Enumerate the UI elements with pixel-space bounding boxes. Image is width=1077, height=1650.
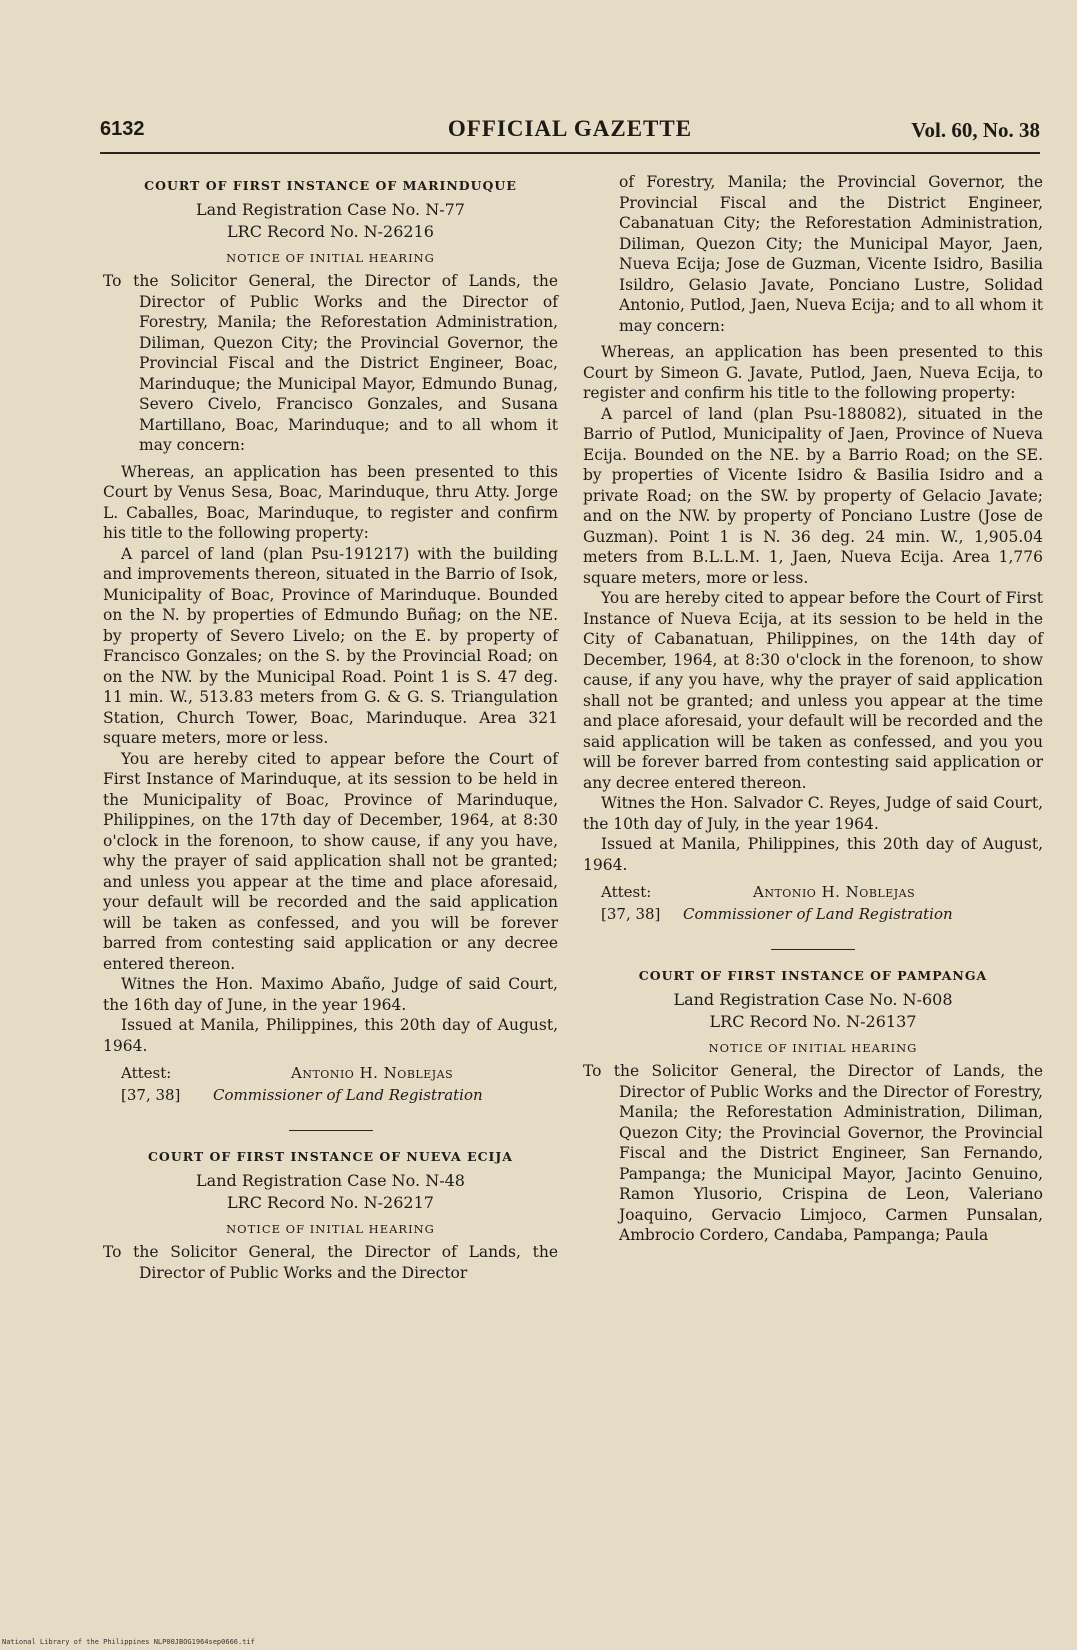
- court-heading: COURT OF FIRST INSTANCE OF NUEVA ECIJA: [147, 1149, 514, 1164]
- paragraph: A parcel of land (plan Psu-188082), situated in the Barrio of Putlod, Municipality of Jaen, Province of Nueva Ecija. Bounded on the NE. by a Barrio Road; on the SE. by properties of Vicente Isidro & Basilia Isidro and a private Road; on the SW. by property of Gelacio Javate; and on the NW. by property of Ponciano Lustre (Jose de Guzman). Point 1 is N. 36 deg. 24 min. W., 1,905.04 meters from B.L.L.M. 1, Jaen, Nueva Ecija. Area 1,776 square meters, more or less.: [583, 404, 1043, 587]
- addressees: To the Solicitor General, the Director of Lands, the Director of Public Works and the Director: [103, 1243, 558, 1282]
- publication-title: OFFICIAL GAZETTE: [447, 116, 693, 141]
- section-divider: [289, 1130, 373, 1131]
- case-number: Land Registration Case No. N-48: [196, 1171, 465, 1190]
- record-number: LRC Record No. N-26137: [709, 1012, 917, 1031]
- notice-heading: NOTICE OF INITIAL HEARING: [226, 1222, 435, 1236]
- paragraph: Issued at Manila, Philippines, this 20th day of August, 1964.: [103, 1016, 558, 1055]
- right-column: [583, 172, 1043, 1252]
- court-heading: COURT OF FIRST INSTANCE OF MARINDUQUE: [144, 178, 517, 193]
- signer-title: Commissioner of Land Registration: [213, 1086, 483, 1104]
- attest-label: Attest:: [121, 1064, 172, 1082]
- attest-label: Attest:: [601, 883, 652, 901]
- paragraph: Issued at Manila, Philippines, this 20th day of August, 1964.: [583, 835, 1043, 874]
- signer-name: Antonio H. Noblejas: [291, 1064, 454, 1082]
- notice-heading: NOTICE OF INITIAL HEARING: [226, 251, 435, 265]
- paragraph: Whereas, an application has been presented to this Court by Venus Sesa, Boac, Marinduque, thru Atty. Jorge L. Caballes, Boac, Marinduque, to register and confirm his title to the following property:: [103, 462, 558, 542]
- attestation: [103, 1064, 558, 1110]
- case-number: Land Registration Case No. N-77: [196, 200, 465, 219]
- left-column: [103, 172, 558, 1289]
- court-heading: COURT OF FIRST INSTANCE OF PAMPANGA: [638, 968, 988, 983]
- paragraph: A parcel of land (plan Psu-191217) with the building and improvements thereon, situated in the Barrio of Isok, Municipality of Boac, Province of Marinduque. Bounded on the N. by properties of Edmundo Buñag; on the NE. by property of Severo Livelo; on the E. by property of Francisco Gonzales; on the S. by the Provincial Road; on on the NW. by the Municipal Road. Point 1 is S. 47 deg. 11 min. W., 513.83 meters from G. & G. S. Triangulation Station, Church Tower, Boac, Marinduque. Area 321 square meters, more or less.: [103, 544, 558, 747]
- record-number: LRC Record No. N-26217: [227, 1193, 434, 1212]
- section-divider: [771, 949, 855, 950]
- addressees-continued: of Forestry, Manila; the Provincial Governor, the Provincial Fiscal and the District Engineer, Cabanatuan City; the Reforestation Administration, Diliman, Quezon City; the Municipal Mayor, Jaen, Nueva Ecija; Jose de Guzman, Vicente Isidro, Basilia Isildro, Gelasio Javate, Ponciano Lustre, Solidad Antonio, Putlod, Jaen, Nueva Ecija; and to all whom it may concern:: [619, 173, 1043, 335]
- addressees: To the Solicitor General, the Director of Lands, the Director of Public Works and the Director of Forestry, Manila; the Reforestation Administration, Diliman, Quezon City; the Provincial Governor, the Provincial Fiscal and the District Engineer, San Fernando, Pampanga; the Municipal Mayor, Jacinto Genuino, Ramon Ylusorio, Crispina de Leon, Valeriano Joaquino, Gervacio Limjoco, Carmen Punsalan, Ambrocio Cordero, Candaba, Pampanga; Paula: [583, 1062, 1043, 1244]
- paragraph: Witnes the Hon. Maximo Abaño, Judge of said Court, the 16th day of June, in the year 1964.: [103, 975, 558, 1014]
- attestation: [583, 883, 1043, 929]
- record-number: LRC Record No. N-26216: [227, 222, 434, 241]
- issue-reference: [37, 38]: [121, 1086, 181, 1104]
- notice-heading: NOTICE OF INITIAL HEARING: [708, 1041, 918, 1055]
- page-header: [100, 110, 1040, 150]
- addressees: To the Solicitor General, the Director of Lands, the Director of Public Works and the Director of Forestry, Manila; the Reforestation Administration, Diliman, Quezon City; the Provincial Governor, the Provincial Fiscal and the District Engineer, Boac, Marinduque; the Municipal Mayor, Edmundo Bunag, Severo Civelo, Francisco Gonzales, and Susana Martillano, Boac, Marinduque; and to all whom it may concern:: [103, 272, 558, 454]
- signer-title: Commissioner of Land Registration: [683, 905, 953, 923]
- signer-name: Antonio H. Noblejas: [753, 883, 916, 901]
- scan-footer: National Library of the Philippines NLP00JBOG1964sep0666.tif: [2, 1638, 255, 1646]
- issue-reference: [37, 38]: [601, 905, 661, 923]
- header-rule: [100, 152, 1040, 154]
- paragraph: Witnes the Hon. Salvador C. Reyes, Judge of said Court, the 10th day of July, in the year 1964.: [583, 794, 1043, 833]
- case-number: Land Registration Case No. N-608: [673, 990, 953, 1009]
- page-number: 6132: [100, 118, 145, 140]
- paragraph: You are hereby cited to appear before the Court of First Instance of Nueva Ecija, at its session to be held in the City of Cabanatuan, Philippines, on the 14th day of December, 1964, at 8:30 o'clock in the forenoon, to show cause, if any you have, why the prayer of said application shall not be granted; and unless you appear at the time and place aforesaid, your default will be recorded and the said application will be taken as confessed, and you you will be forever barred from contesting said application or any decree entered thereon.: [583, 589, 1043, 792]
- volume-number: Vol. 60, No. 38: [911, 118, 1040, 142]
- paragraph: You are hereby cited to appear before the Court of First Instance of Marinduque, at its session to be held in the Municipality of Boac, Province of Marinduque, Philippines, on the 17th day of December, 1964, at 8:30 o'clock in the forenoon, to show cause, if any you have, why the prayer of said application shall not be granted; and unless you appear at the time and place aforesaid, your default will be recorded and the said application will be taken as confessed, and you will be forever barred from contesting said application or any decree entered thereon.: [103, 749, 558, 973]
- paragraph: Whereas, an application has been presented to this Court by Simeon G. Javate, Putlod, Jaen, Nueva Ecija, to register and confirm his title to the following property:: [583, 343, 1043, 402]
